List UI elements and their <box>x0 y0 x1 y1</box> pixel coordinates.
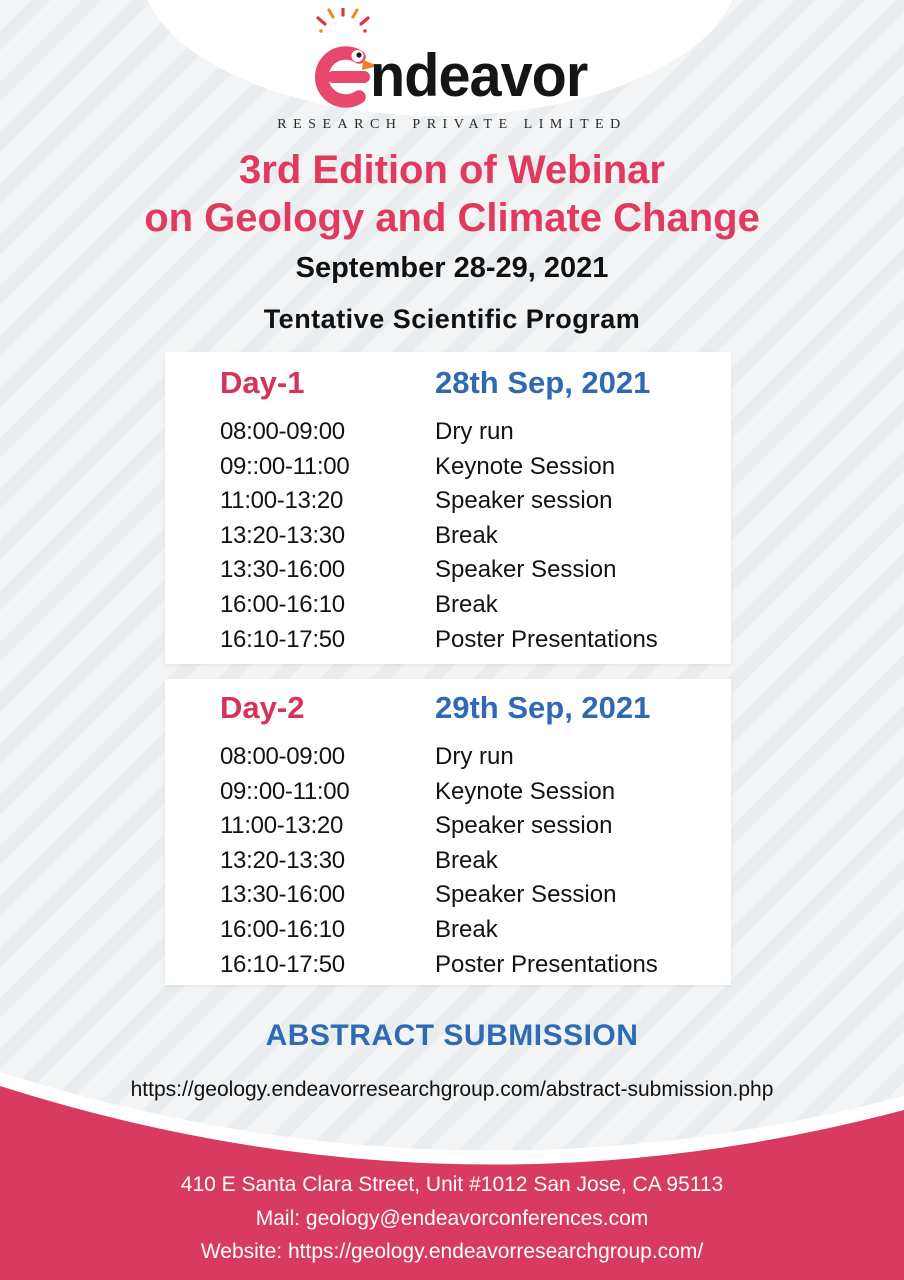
day1-label: Day-1 <box>220 365 305 400</box>
session-title: Break <box>435 915 498 943</box>
schedule-row <box>220 844 731 879</box>
day1-date: 28th Sep, 2021 <box>435 365 651 400</box>
day1-card <box>165 352 731 664</box>
session-title: Speaker Session <box>435 881 617 909</box>
session-time: 11:00-13:20 <box>220 487 344 515</box>
schedule-row <box>220 623 731 658</box>
session-title: Speaker Session <box>435 556 617 584</box>
footer-address: 410 E Santa Clara Street, Unit #1012 San Jose, CA 95113 <box>180 1173 724 1196</box>
session-title: Poster Presentations <box>435 950 658 978</box>
footer-mail[interactable] <box>0 1202 904 1236</box>
schedule-row <box>220 878 731 913</box>
schedule-row <box>220 948 731 983</box>
schedule-row <box>220 484 731 519</box>
session-title: Keynote Session <box>435 452 616 480</box>
session-title: Break <box>435 521 498 549</box>
session-title: Dry run <box>435 418 514 445</box>
session-time: 13:20-13:30 <box>220 846 345 874</box>
day2-label: Day-2 <box>220 690 305 725</box>
footer-mail-link[interactable]: Mail: geology@endeavorconferences.com <box>255 1206 649 1230</box>
session-time: 16:10-17:50 <box>220 625 345 653</box>
abstract-submission-heading: ABSTRACT SUBMISSION <box>265 1019 639 1052</box>
title-line2: on Geology and Climate Change <box>144 196 760 240</box>
sparkle-icon <box>318 8 368 24</box>
session-time: 16:10-17:50 <box>220 950 345 978</box>
footer <box>0 1168 904 1269</box>
abstract-submission-link[interactable]: https://geology.endeavorresearchgroup.com/abstract-submission.php <box>130 1078 774 1101</box>
page-title <box>0 146 904 242</box>
session-time: 09::00-11:00 <box>220 777 350 805</box>
schedule-row <box>220 588 731 623</box>
session-time: 08:00-09:00 <box>220 418 345 445</box>
session-time: 16:00-16:10 <box>220 915 345 943</box>
schedule-row <box>220 450 731 485</box>
schedule-row <box>220 415 731 450</box>
session-title: Speaker session <box>435 812 613 840</box>
program-label: Tentative Scientific Program <box>263 304 641 334</box>
session-title: Poster Presentations <box>435 625 658 653</box>
endeavor-logo <box>0 8 904 133</box>
schedule-row <box>220 913 731 948</box>
session-title: Dry run <box>435 743 514 770</box>
session-title: Keynote Session <box>435 777 616 805</box>
schedule-row <box>220 775 731 810</box>
day2-date: 29th Sep, 2021 <box>435 690 651 725</box>
schedule-row <box>220 809 731 844</box>
logo-subtitle: RESEARCH PRIVATE LIMITED <box>277 117 627 132</box>
footer-website-link[interactable]: Website: https://geology.endeavorresearchgroup.com/ <box>200 1240 704 1263</box>
session-title: Speaker session <box>435 487 613 515</box>
session-title: Break <box>435 590 498 618</box>
session-time: 09::00-11:00 <box>220 452 350 480</box>
session-time: 13:30-16:00 <box>220 556 345 584</box>
event-dates: September 28-29, 2021 <box>295 252 609 284</box>
schedule-row <box>220 553 731 588</box>
session-time: 08:00-09:00 <box>220 743 345 770</box>
schedule-row <box>220 740 731 775</box>
footer-website[interactable] <box>0 1235 904 1269</box>
session-title: Break <box>435 846 498 874</box>
day2-header <box>220 689 731 727</box>
day1-header <box>220 364 731 402</box>
title-line1: 3rd Edition of Webinar <box>239 148 665 192</box>
session-time: 11:00-13:20 <box>220 812 344 840</box>
schedule-row <box>220 519 731 554</box>
logo-wordmark: ndeavor <box>369 42 588 109</box>
session-time: 16:00-16:10 <box>220 590 345 618</box>
session-time: 13:30-16:00 <box>220 881 345 909</box>
day2-card <box>165 679 731 985</box>
session-time: 13:20-13:30 <box>220 521 345 549</box>
